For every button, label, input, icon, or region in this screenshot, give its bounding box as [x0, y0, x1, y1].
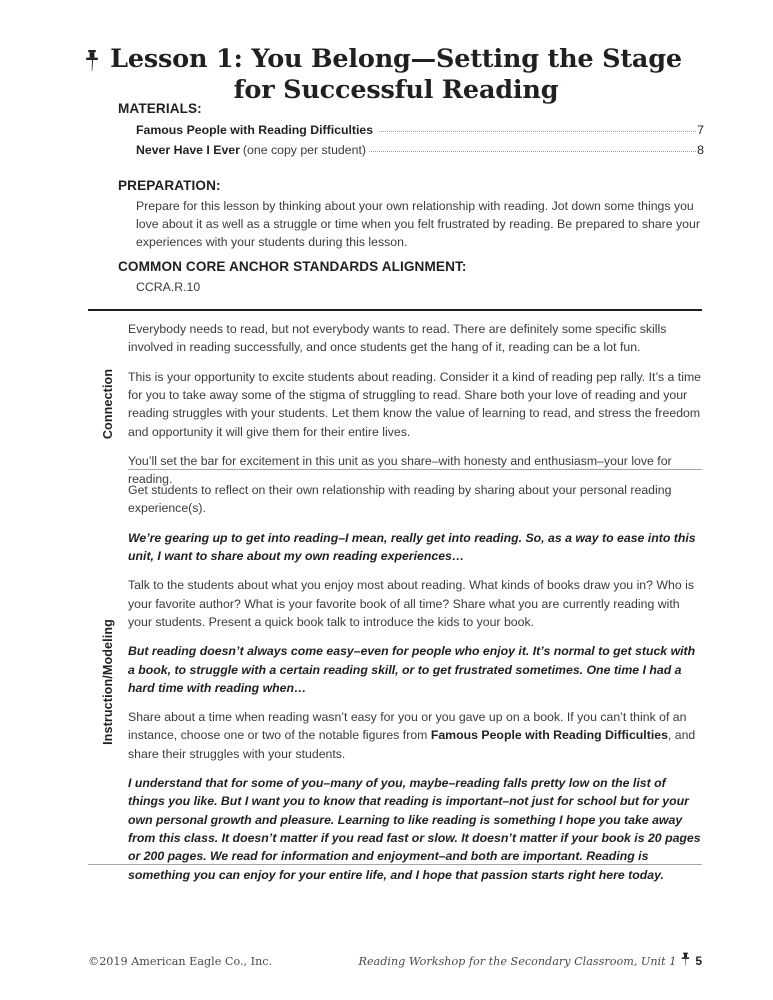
- text-part: , and share their struggles with your students.: [128, 728, 696, 761]
- page-footer: [88, 950, 702, 968]
- paragraph: Talk to the students about what you enjoy most about reading. What kinds of books draw you in? Who is your favorite author? What is your favorite book of all time? Share what you are currently reading with your students. Present a quick book talk to introduce the kids to your book.: [128, 578, 694, 629]
- materials-heading: MATERIALS:: [118, 101, 202, 116]
- material-note: (one copy per student): [242, 142, 366, 157]
- preparation-text: Prepare for this lesson by thinking about your own relationship with reading. Jot down some things you love about it as well as a struggle or time when you felt frustrated by reading. Be prepared to share your experiences with your students during this lesson.: [136, 199, 700, 250]
- standards-text: CCRA.R.10: [136, 280, 201, 294]
- preparation-heading: PREPARATION:: [118, 178, 221, 193]
- list-item: [118, 141, 704, 161]
- teacher-script: We’re gearing up to get into reading–I mean, really get into reading. So, as a way to ease into this unit, I want to share about my own reading experiences…: [128, 530, 696, 563]
- page-title: Lesson 1: You Belong—Setting the Stage for Successful Reading: [110, 44, 682, 106]
- connection-body: [128, 320, 702, 489]
- dot-leader: [379, 131, 696, 132]
- section-label-column: [88, 481, 128, 884]
- lesson-title-row: [84, 44, 704, 106]
- pushpin-icon: [84, 44, 106, 73]
- paragraph: This is your opportunity to excite students about reading. Consider it a kind of reading pep rally. It’s a time for you to take away some of the stigma of struggling to read. Share both your love of reading and your reading struggles with your students. Let them know the value of learning to read, and stress the freedom and opportunity it will give them for their entire lives.: [128, 369, 702, 439]
- lesson-section-connection: [88, 320, 702, 489]
- page-number: 5: [695, 954, 702, 968]
- material-page: 7: [697, 123, 704, 137]
- section-rule-top: [88, 309, 702, 311]
- lesson-section-instruction-modeling: [88, 481, 702, 884]
- material-title: Famous People with Reading Difficulties: [136, 123, 374, 137]
- pushpin-icon: [680, 952, 691, 967]
- text-part: Share about a time when reading wasn’t easy for you or you gave up on a book. If you can’t think of an instance, choose one or two of the notable figures from: [128, 710, 687, 743]
- material-title: Never Have I Ever: [136, 142, 240, 157]
- dot-leader: [369, 151, 696, 152]
- materials-section: [118, 101, 704, 161]
- copyright-text: ©2019 American Eagle Co., Inc.: [88, 955, 273, 968]
- paragraph: Get students to reflect on their own relationship with reading by sharing about your personal reading experience(s).: [128, 483, 672, 516]
- standards-section: [118, 259, 700, 296]
- preparation-section: [118, 178, 700, 252]
- sidebar-label-connection: Connection: [101, 369, 115, 440]
- resource-reference: Famous People with Reading Difficulties: [430, 728, 668, 743]
- materials-list: [118, 121, 704, 161]
- paragraph: You’ll set the bar for excitement in this unit as you share–with honesty and enthusiasm–your love for reading.: [128, 453, 672, 487]
- standards-heading: COMMON CORE ANCHOR STANDARDS ALIGNMENT:: [118, 259, 467, 274]
- sidebar-label-instruction-modeling: Instruction/Modeling: [101, 619, 115, 746]
- paragraph-rich: [128, 708, 702, 763]
- teacher-script: I understand that for some of you–many of you, maybe–reading falls pretty low on the list of things you like. But I want you to know that reading is important–not just for school but for your own personal growth and pleasure. Learning to like reading is something I hope you take away from this class. It doesn’t matter if you read fast or slow. It doesn’t matter if your book is 20 pages or 200 pages. We read for information and enjoyment–and both are important. Reading is something you can enjoy for your entire life, and I hope that passion starts right here today.: [128, 776, 701, 882]
- paragraph: Everybody needs to read, but not everybody wants to read. There are definitely some specific skills involved in reading successfully, and once students get the hang of it, reading can be a lot fun.: [128, 322, 667, 355]
- teacher-script: But reading doesn’t always come easy–even for people who enjoy it. It’s normal to get stuck with a book, to struggle with a certain reading skill, or to get frustrated sometimes. One time I had a hard time with reading when…: [128, 644, 696, 695]
- material-page: 8: [697, 142, 704, 157]
- section-label-column: [88, 320, 128, 489]
- list-item: [118, 121, 704, 141]
- book-title: Reading Workshop for the Secondary Classroom, Unit 1: [358, 955, 677, 968]
- footer-right: [359, 950, 702, 968]
- instruction-body: [128, 481, 702, 884]
